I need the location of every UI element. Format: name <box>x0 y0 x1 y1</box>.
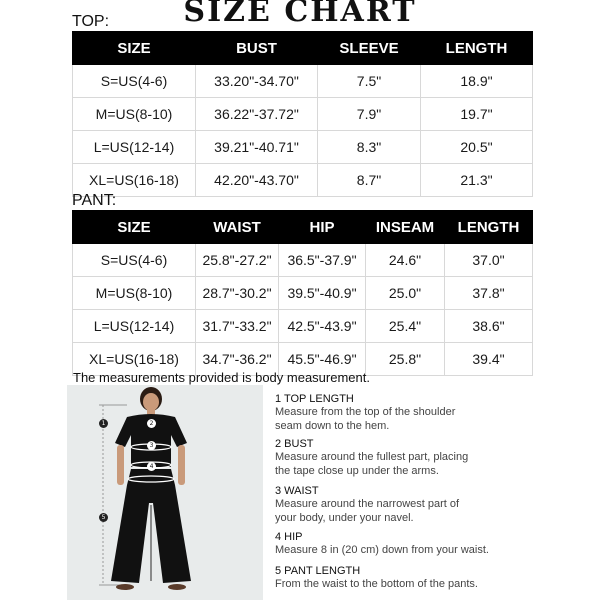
measurement-note: The measurements provided is body measurement. <box>73 370 370 385</box>
bust-cell: 39.21"-40.71" <box>196 131 318 164</box>
pant-header-row <box>73 211 533 244</box>
guide-text: Measure around the fullest part, placing <box>275 451 469 463</box>
size-cell: M=US(8-10) <box>73 277 196 310</box>
marker-3-icon: 3 <box>147 441 156 450</box>
table-row <box>73 65 533 98</box>
guide-text: the tape close up under the arms. <box>275 464 439 477</box>
top-size-table <box>72 31 533 197</box>
pant-header-inseam: INSEAM <box>366 211 445 244</box>
inseam-cell: 25.0" <box>366 277 445 310</box>
pant-section-label: PANT: <box>72 192 117 209</box>
pant-header-size: SIZE <box>73 211 196 244</box>
table-row <box>73 164 533 197</box>
guide-heading: 1 TOP LENGTH <box>275 393 354 405</box>
top-header-row <box>73 32 533 65</box>
size-cell: M=US(8-10) <box>73 98 196 131</box>
guide-item-top-length <box>275 392 455 433</box>
length-cell: 38.6" <box>445 310 533 343</box>
hip-cell: 39.5"-40.9" <box>279 277 366 310</box>
sleeve-cell: 7.9" <box>318 98 421 131</box>
size-cell: S=US(4-6) <box>73 65 196 98</box>
length-cell: 37.0" <box>445 244 533 277</box>
table-row <box>73 310 533 343</box>
guide-item-waist <box>275 484 459 525</box>
inseam-cell: 25.4" <box>366 310 445 343</box>
sleeve-cell: 8.3" <box>318 131 421 164</box>
top-header-length: LENGTH <box>421 32 533 65</box>
top-header-sleeve: SLEEVE <box>318 32 421 65</box>
pant-header-hip: HIP <box>279 211 366 244</box>
model-illustration <box>67 385 263 600</box>
inseam-cell: 24.6" <box>366 244 445 277</box>
size-cell: L=US(12-14) <box>73 131 196 164</box>
measurement-guide <box>264 385 533 600</box>
length-cell: 21.3" <box>421 164 533 197</box>
pant-header-waist: WAIST <box>196 211 279 244</box>
length-cell: 39.4" <box>445 343 533 376</box>
model-photo <box>67 385 263 600</box>
hip-cell: 36.5"-37.9" <box>279 244 366 277</box>
waist-cell: 25.8"-27.2" <box>196 244 279 277</box>
guide-heading: 2 BUST <box>275 438 314 450</box>
marker-5-icon: 5 <box>99 513 108 522</box>
guide-text: Measure around the narrowest part of <box>275 498 460 510</box>
hip-cell: 45.5"-46.9" <box>279 343 366 376</box>
length-cell: 19.7" <box>421 98 533 131</box>
page-title: SIZE CHART <box>183 0 417 29</box>
waist-cell: 34.7"-36.2" <box>196 343 279 376</box>
pant-header-length: LENGTH <box>445 211 533 244</box>
table-row <box>73 98 533 131</box>
table-row <box>73 131 533 164</box>
marker-1-icon: 1 <box>99 419 108 428</box>
waist-cell: 28.7"-30.2" <box>196 277 279 310</box>
hip-cell: 42.5"-43.9" <box>279 310 366 343</box>
length-cell: 37.8" <box>445 277 533 310</box>
marker-2-icon: 2 <box>147 419 156 428</box>
table-row <box>73 244 533 277</box>
size-cell: L=US(12-14) <box>73 310 196 343</box>
marker-4-icon: 4 <box>147 462 156 471</box>
size-cell: XL=US(16-18) <box>73 343 196 376</box>
size-cell: S=US(4-6) <box>73 244 196 277</box>
waist-cell: 31.7"-33.2" <box>196 310 279 343</box>
length-cell: 20.5" <box>421 131 533 164</box>
guide-text: Measure 8 in (20 cm) down from your waist. <box>275 544 489 556</box>
guide-heading: 5 PANT LENGTH <box>275 565 361 577</box>
guide-item-hip <box>275 530 489 558</box>
pant-size-table <box>72 210 533 376</box>
guide-item-pant-length <box>275 564 478 592</box>
guide-text: your body, under your navel. <box>275 511 414 524</box>
guide-item-bust <box>275 437 468 478</box>
top-section-label: TOP: <box>72 13 110 30</box>
guide-text: From the waist to the bottom of the pants. <box>275 578 478 590</box>
top-header-bust: BUST <box>196 32 318 65</box>
size-cell: XL=US(16-18) <box>73 164 196 197</box>
top-header-size: SIZE <box>73 32 196 65</box>
inseam-cell: 25.8" <box>366 343 445 376</box>
bust-cell: 33.20"-34.70" <box>196 65 318 98</box>
sleeve-cell: 8.7" <box>318 164 421 197</box>
sleeve-cell: 7.5" <box>318 65 421 98</box>
length-cell: 18.9" <box>421 65 533 98</box>
bust-cell: 36.22"-37.72" <box>196 98 318 131</box>
guide-text: Measure from the top of the shoulder <box>275 406 456 418</box>
guide-text: seam down to the hem. <box>275 419 390 432</box>
guide-heading: 3 WAIST <box>275 485 319 497</box>
guide-heading: 4 HIP <box>275 531 303 543</box>
table-row <box>73 277 533 310</box>
bust-cell: 42.20"-43.70" <box>196 164 318 197</box>
